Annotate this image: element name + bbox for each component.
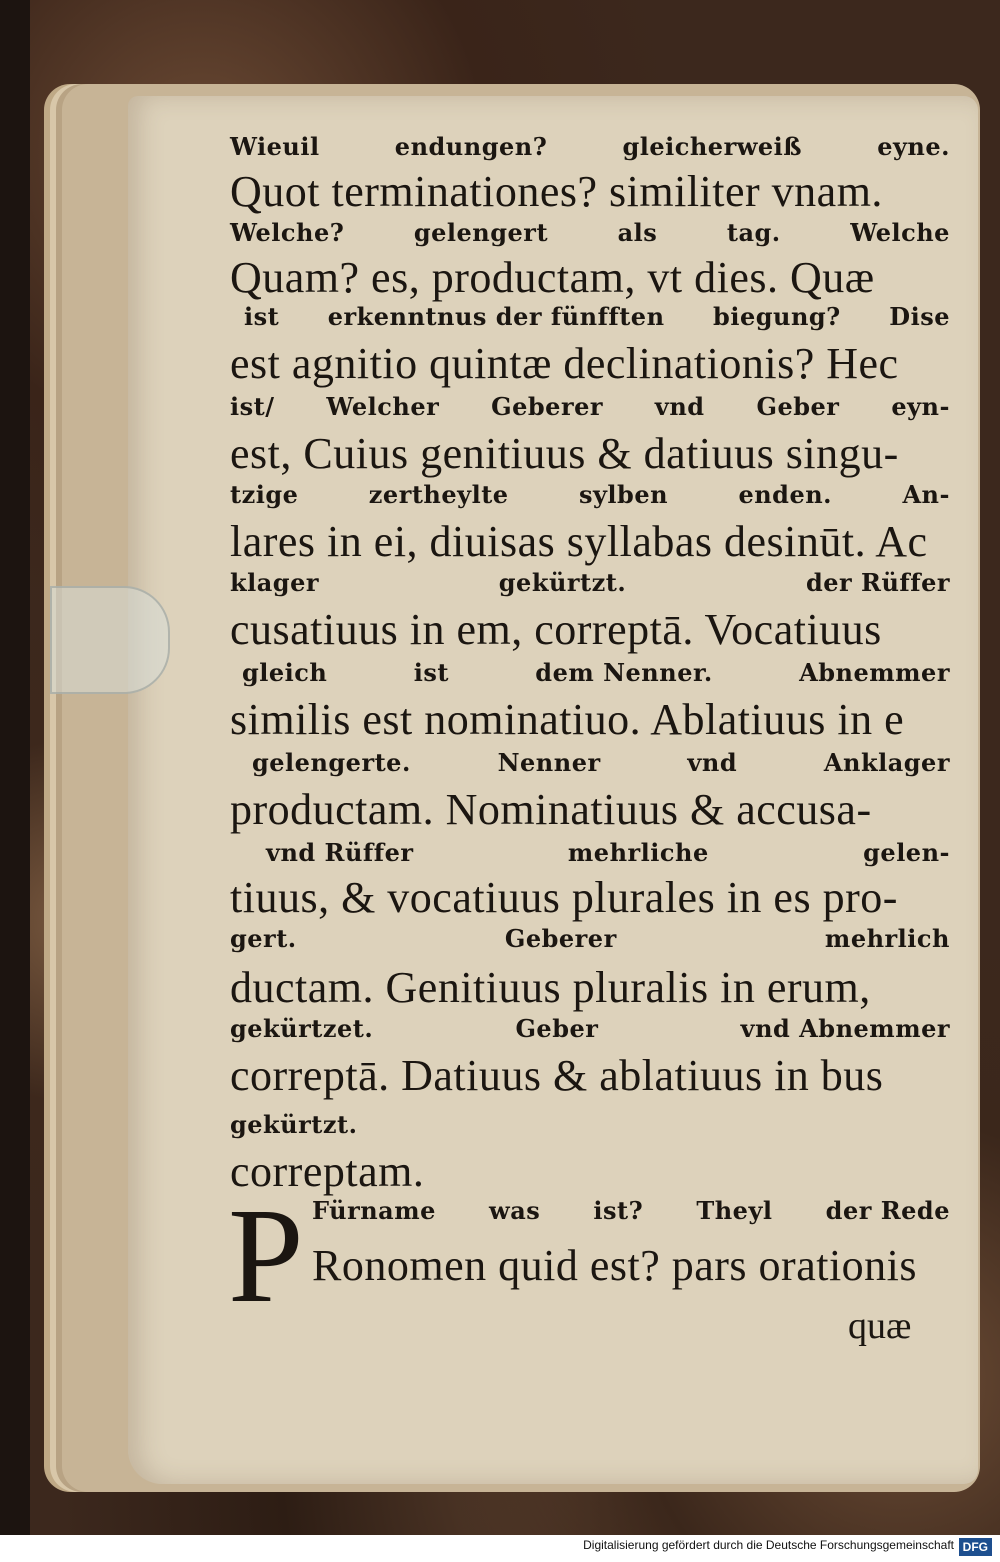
- text-line-german: [252, 748, 950, 777]
- word: Geber: [515, 1014, 599, 1043]
- text-line-latin: [230, 962, 950, 1013]
- word: Quot terminationes? similiter vnam.: [230, 167, 883, 216]
- text-line-german: [230, 1014, 950, 1043]
- text-line-latin: [230, 428, 950, 479]
- text-line-german: [266, 838, 950, 867]
- cover-spine-strip: [0, 0, 30, 1535]
- word: ist/: [230, 392, 275, 421]
- word: endungen?: [394, 132, 548, 161]
- text-line-german: [230, 132, 950, 161]
- word: eyn-: [891, 392, 950, 421]
- word: similis est nominatiuo. Ablatiuus in e: [230, 695, 905, 744]
- drop-cap: P: [228, 1181, 304, 1331]
- word: mehrliche: [567, 838, 709, 867]
- word: vnd Rüffer: [266, 838, 414, 867]
- word: Anklager: [823, 748, 950, 777]
- word: Geber: [756, 392, 840, 421]
- word: zertheylte: [368, 480, 509, 509]
- word: Geberer: [504, 924, 617, 953]
- text-line-latin: [230, 338, 950, 389]
- text-line-latin: [230, 166, 950, 217]
- word: enden.: [738, 480, 833, 509]
- word: lares in ei, diuisas syllabas desinūt. Ac: [230, 517, 928, 566]
- word: cusatiuus in em, correptā. Vocatiuus: [230, 605, 882, 654]
- word: Welcher: [326, 392, 440, 421]
- text-line-german: [230, 924, 950, 953]
- text-line-latin: [230, 1050, 950, 1101]
- text-line-german: [230, 568, 950, 597]
- word: Fürname: [312, 1196, 436, 1225]
- text-line-latin: [230, 694, 950, 745]
- word: sylben: [578, 480, 669, 509]
- word: correptā. Datiuus & ablatiuus in bus: [230, 1051, 884, 1100]
- text-line-german: [312, 1196, 950, 1225]
- text-line-latin: [230, 784, 950, 835]
- word: gekürtzt.: [498, 568, 627, 597]
- text-line-latin: [230, 516, 950, 567]
- word: der Rede: [825, 1196, 950, 1225]
- word: est agnitio quintæ declinationis? Hec: [230, 339, 899, 388]
- catchword: quæ: [848, 1305, 912, 1347]
- word: Dise: [889, 302, 950, 331]
- text-line-latin: [230, 1146, 950, 1197]
- word: dem Nenner.: [535, 658, 713, 687]
- word: Theyl: [696, 1196, 773, 1225]
- text-line-german: [242, 658, 950, 687]
- word: tag.: [726, 218, 781, 247]
- word: ductam. Genitiuus pluralis in erum,: [230, 963, 871, 1012]
- word: der Rüffer: [805, 568, 950, 597]
- word: gekürtzt.: [230, 1110, 358, 1139]
- word: Welche: [850, 218, 950, 247]
- word: vnd: [654, 392, 705, 421]
- word: erkenntnus der fünfften: [327, 302, 665, 331]
- word: ist?: [593, 1196, 644, 1225]
- text-line-german: [230, 218, 950, 247]
- word: tiuus, & vocatiuus plurales in es pro-: [230, 873, 898, 922]
- word: vnd: [687, 748, 738, 777]
- word: Quam? es, productam, vt dies. Quæ: [230, 253, 875, 302]
- text-line-latin: [230, 872, 950, 923]
- word: ist: [244, 302, 280, 331]
- word: gelen-: [863, 838, 950, 867]
- text-line-german: [230, 1110, 950, 1139]
- word: gert.: [230, 924, 297, 953]
- dfg-logo: DFG: [959, 1538, 992, 1556]
- word: gekürtzet.: [230, 1014, 374, 1043]
- text-line-latin-last: Ronomen quid est? pars orationis: [312, 1241, 918, 1290]
- footer-credit: Digitalisierung gefördert durch die Deutsche Forschungsgemeinschaft: [583, 1538, 954, 1552]
- word: vnd Abnemmer: [740, 1014, 950, 1043]
- word: est, Cuius genitiuus & datiuus singu-: [230, 429, 899, 478]
- word: Nenner: [497, 748, 601, 777]
- word: mehrlich: [824, 924, 950, 953]
- word: productam. Nominatiuus & accusa-: [230, 785, 872, 834]
- word: correptam.: [230, 1147, 425, 1196]
- word: Abnemmer: [799, 658, 950, 687]
- word: Wieuil: [230, 132, 320, 161]
- text-line-german: [230, 480, 950, 509]
- word: was: [489, 1196, 541, 1225]
- word: biegung?: [713, 302, 841, 331]
- word: gelengerte.: [252, 748, 411, 777]
- text-line-latin: [230, 604, 950, 655]
- word: klager: [230, 568, 319, 597]
- text-line-german: [244, 302, 950, 331]
- word: tzige: [230, 480, 299, 509]
- text-line-german: [230, 392, 950, 421]
- word: An-: [902, 480, 950, 509]
- word: gleicherweiß: [622, 132, 802, 161]
- word: ist: [413, 658, 449, 687]
- word: gelengert: [413, 218, 549, 247]
- page-tab-marker: [50, 586, 170, 694]
- word: eyne.: [877, 132, 950, 161]
- word: Welche?: [230, 218, 345, 247]
- text-line-latin: [230, 252, 950, 303]
- word: gleich: [242, 658, 328, 687]
- word: Geberer: [491, 392, 603, 421]
- word: als: [617, 218, 658, 247]
